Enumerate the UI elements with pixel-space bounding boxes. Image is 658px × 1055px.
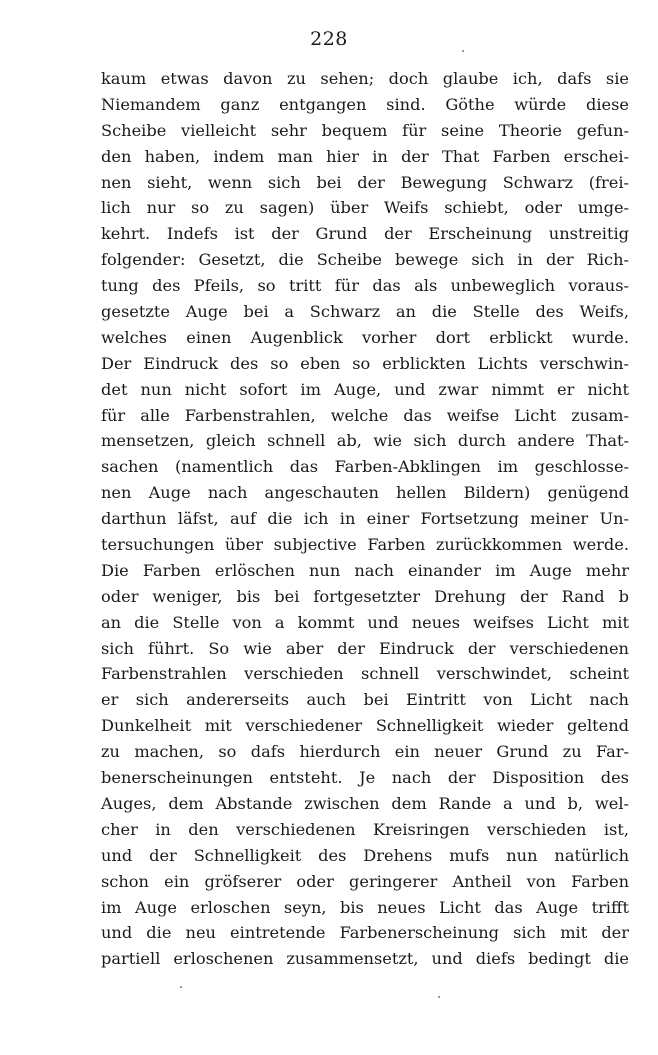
- text-line: lich nur so zu sagen) über Weifs schiebt, oder umge-: [101, 198, 629, 218]
- text-line: welches einen Augenblick vorher dort erblickt wurde.: [101, 327, 629, 347]
- text-line: nen Auge nach angeschauten hellen Bildern) genügend: [101, 483, 629, 503]
- text-line: er sich andererseits auch bei Eintritt von Licht nach: [101, 690, 629, 710]
- text-line: folgender: Gesetzt, die Scheibe bewege sich in der Rich-: [101, 250, 629, 270]
- text-line: an die Stelle von a kommt und neues weifses Licht mit: [101, 612, 629, 632]
- text-line: oder weniger, bis bei fortgesetzter Drehung der Rand b: [101, 586, 629, 606]
- text-line: nen sieht, wenn sich bei der Bewegung Schwarz (frei-: [101, 172, 629, 192]
- text-line: für alle Farbenstrahlen, welche das weifse Licht zusam-: [101, 405, 629, 425]
- text-line: und die neu eintretende Farbenerscheinung sich mit der: [101, 923, 629, 943]
- body-text: [101, 66, 629, 972]
- text-line: tung des Pfeils, so tritt für das als unbeweglich voraus-: [101, 276, 629, 296]
- text-line: kehrt. Indefs ist der Grund der Erscheinung unstreitig: [101, 224, 629, 244]
- text-line: den haben, indem man hier in der That Farben erschei-: [101, 146, 629, 166]
- text-line: benerscheinungen entsteht. Je nach der Disposition des: [101, 768, 629, 788]
- text-line: Die Farben erlöschen nun nach einander im Auge mehr: [101, 560, 629, 580]
- text-line: sich führt. So wie aber der Eindruck der verschiedenen: [101, 638, 629, 658]
- text-line: det nun nicht sofort im Auge, und zwar nimmt er nicht: [101, 379, 629, 399]
- scan-speck: [462, 50, 464, 52]
- scan-speck: [438, 996, 440, 998]
- text-line: Niemandem ganz entgangen sind. Göthe würde diese: [101, 94, 629, 114]
- text-line: Der Eindruck des so eben so erblickten Lichts verschwin-: [101, 353, 629, 373]
- text-line: zu machen, so dafs hierdurch ein neuer Grund zu Far-: [101, 742, 629, 762]
- text-line: kaum etwas davon zu sehen; doch glaube ich, dafs sie: [101, 69, 629, 88]
- page-number: 228: [310, 28, 348, 50]
- text-line: im Auge erloschen seyn, bis neues Licht das Auge trifft: [101, 897, 629, 917]
- text-line: mensetzen, gleich schnell ab, wie sich durch andere That-: [101, 431, 629, 451]
- text-line: gesetzte Auge bei a Schwarz an die Stelle des Weifs,: [101, 302, 629, 322]
- text-line: Dunkelheit mit verschiedener Schnelligkeit wieder geltend: [101, 716, 629, 736]
- text-line: Auges, dem Abstande zwischen dem Rande a und b, wel-: [101, 793, 629, 813]
- text-line: Scheibe vielleicht sehr bequem für seine Theorie gefun-: [101, 120, 629, 140]
- text-line: Farbenstrahlen verschieden schnell verschwindet, scheint: [101, 664, 629, 684]
- text-line: sachen (namentlich das Farben-Abklingen im geschlosse-: [101, 457, 629, 477]
- text-line: tersuchungen über subjective Farben zurückkommen werde.: [101, 535, 629, 555]
- text-line: und der Schnelligkeit des Drehens mufs nun natürlich: [101, 845, 629, 865]
- text-line: darthun läfst, auf die ich in einer Fortsetzung meiner Un-: [101, 509, 629, 529]
- text-line: partiell erloschenen zusammensetzt, und diefs bedingt die: [101, 949, 629, 969]
- text-line: schon ein gröfserer oder geringerer Antheil von Farben: [101, 871, 629, 891]
- text-line: cher in den verschiedenen Kreisringen verschieden ist,: [101, 819, 629, 839]
- scan-speck: [180, 986, 182, 988]
